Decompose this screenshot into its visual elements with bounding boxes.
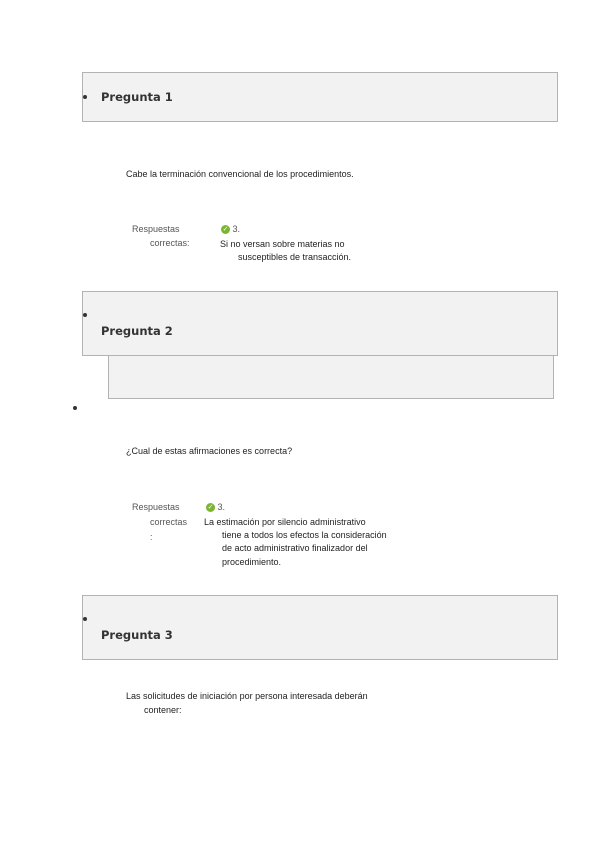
question-subpanel: [108, 355, 554, 399]
answers-label-line2: correctas: [150, 517, 188, 527]
bullet-icon: [83, 617, 87, 621]
bullet-icon: [83, 95, 87, 99]
question-text: Cabe la terminación convencional de los procedimientos.: [126, 169, 354, 179]
check-circle-icon: ✓: [207, 504, 214, 512]
question-text: ¿Cual de estas afirmaciones es correcta?: [126, 446, 293, 456]
answer-line: de acto administrativo finalizador del: [222, 543, 368, 553]
question-header-1[interactable]: [82, 72, 558, 122]
answers-label-line2: correctas:: [150, 238, 190, 248]
answers-label-line1: Respuestas: [132, 224, 180, 234]
question-text-line: contener:: [144, 705, 182, 715]
correct-answer-number: ✓ 3.: [222, 224, 241, 234]
answer-line: Si no versan sobre materias no: [220, 239, 345, 249]
answers-label-line3: :: [150, 532, 153, 542]
answer-line: La estimación por silencio administrativo: [204, 517, 366, 527]
question-header-2[interactable]: [82, 291, 558, 356]
question-title: Pregunta 1: [101, 90, 173, 104]
bullet-icon: [73, 406, 77, 410]
answer-line: susceptibles de transacción.: [238, 252, 352, 262]
question-header-3[interactable]: [82, 595, 558, 660]
question-text-line: Las solicitudes de iniciación por persona interesada deberán: [126, 691, 368, 701]
answer-line: procedimiento.: [222, 557, 282, 567]
question-title: Pregunta 2: [101, 324, 173, 338]
answers-label-line1: Respuestas: [132, 502, 180, 512]
bullet-icon: [83, 313, 87, 317]
correct-answer-number: ✓ 3.: [207, 502, 226, 512]
check-circle-icon: ✓: [222, 226, 229, 234]
question-title: Pregunta 3: [101, 628, 173, 642]
answer-line: tiene a todos los efectos la consideración: [222, 530, 387, 540]
